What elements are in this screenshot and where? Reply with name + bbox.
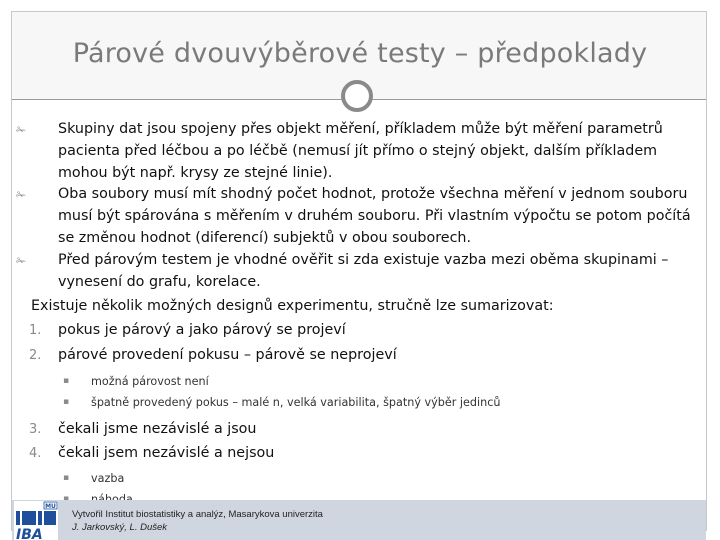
scissors-icon: ✁ bbox=[16, 188, 27, 203]
sub-bullet-text: možná párovost není bbox=[91, 374, 209, 388]
footer-institute: Vytvořil Institut biostatistiky a analýz, Masarykova univerzita bbox=[72, 509, 323, 520]
footer-authors: J. Jarkovský, L. Dušek bbox=[72, 521, 168, 533]
item-text: čekali jsem nezávislé a nejsou bbox=[58, 444, 275, 461]
square-bullet-icon: ▪ bbox=[63, 473, 70, 484]
sub-bullet-item bbox=[32, 392, 692, 413]
bullet-text: Oba soubory musí mít shodný počet hodnot, protože všechna měření v jednom souboru musí být spárována s měřením v druhém souboru. Při vlastním výpočtu se potom počítá se změnou hodnot (diferencí) subjektů v obou souborech. bbox=[58, 186, 691, 246]
logo-mark-text: MU bbox=[45, 503, 56, 510]
sub-bullet-text: špatně provedený pokus – malé n, velká variabilita, špatný výběr jedinců bbox=[91, 395, 501, 409]
item-number: 2. bbox=[29, 347, 42, 363]
sub-bullet-item bbox=[32, 371, 692, 392]
slide-title: Párové dvouvýběrové testy – předpoklady bbox=[72, 38, 648, 69]
intro-line: Existuje několik možných designů experimentu, stručně lze sumarizovat: bbox=[31, 298, 554, 315]
square-bullet-icon: ▪ bbox=[63, 396, 70, 407]
item-text: pokus je párový a jako párový se projeví bbox=[58, 322, 346, 339]
numbered-item bbox=[29, 443, 692, 465]
numbered-item bbox=[29, 320, 692, 342]
footer-text bbox=[72, 509, 323, 534]
square-bullet-icon: ▪ bbox=[63, 375, 70, 386]
slide-content bbox=[16, 119, 692, 510]
sub-bullet-item bbox=[32, 468, 692, 489]
numbered-item bbox=[29, 419, 692, 441]
bullet-item bbox=[16, 184, 692, 249]
numbered-item bbox=[29, 345, 692, 367]
item-number: 3. bbox=[29, 421, 42, 437]
bullet-item bbox=[16, 250, 692, 294]
item-text: párové provedení pokusu – párově se neprojeví bbox=[58, 346, 397, 363]
scissors-icon: ✁ bbox=[16, 253, 27, 268]
bullet-text: Skupiny dat jsou spojeny přes objekt měření, příkladem může být měření parametrů pacienta před léčbou a po léčbě (nemusí jít přímo o stejný objekt, dalším příkladem mohou být např. krysy ze stejné linie). bbox=[58, 121, 663, 181]
logo-text: IBA bbox=[16, 527, 43, 540]
circle-ornament bbox=[341, 80, 373, 112]
item-number: 4. bbox=[29, 445, 42, 461]
scissors-icon: ✁ bbox=[16, 123, 27, 137]
item-text: čekali jsme nezávislé a jsou bbox=[58, 420, 257, 437]
item-number: 1. bbox=[29, 323, 42, 339]
sub-bullet-text: vazba bbox=[91, 472, 125, 486]
bullet-text: Před párovým testem je vhodné ověřit si zda existuje vazba mezi oběma skupinami – vynesení do grafu, korelace. bbox=[58, 251, 669, 290]
iba-logo bbox=[14, 501, 58, 540]
bullet-item bbox=[16, 119, 692, 184]
